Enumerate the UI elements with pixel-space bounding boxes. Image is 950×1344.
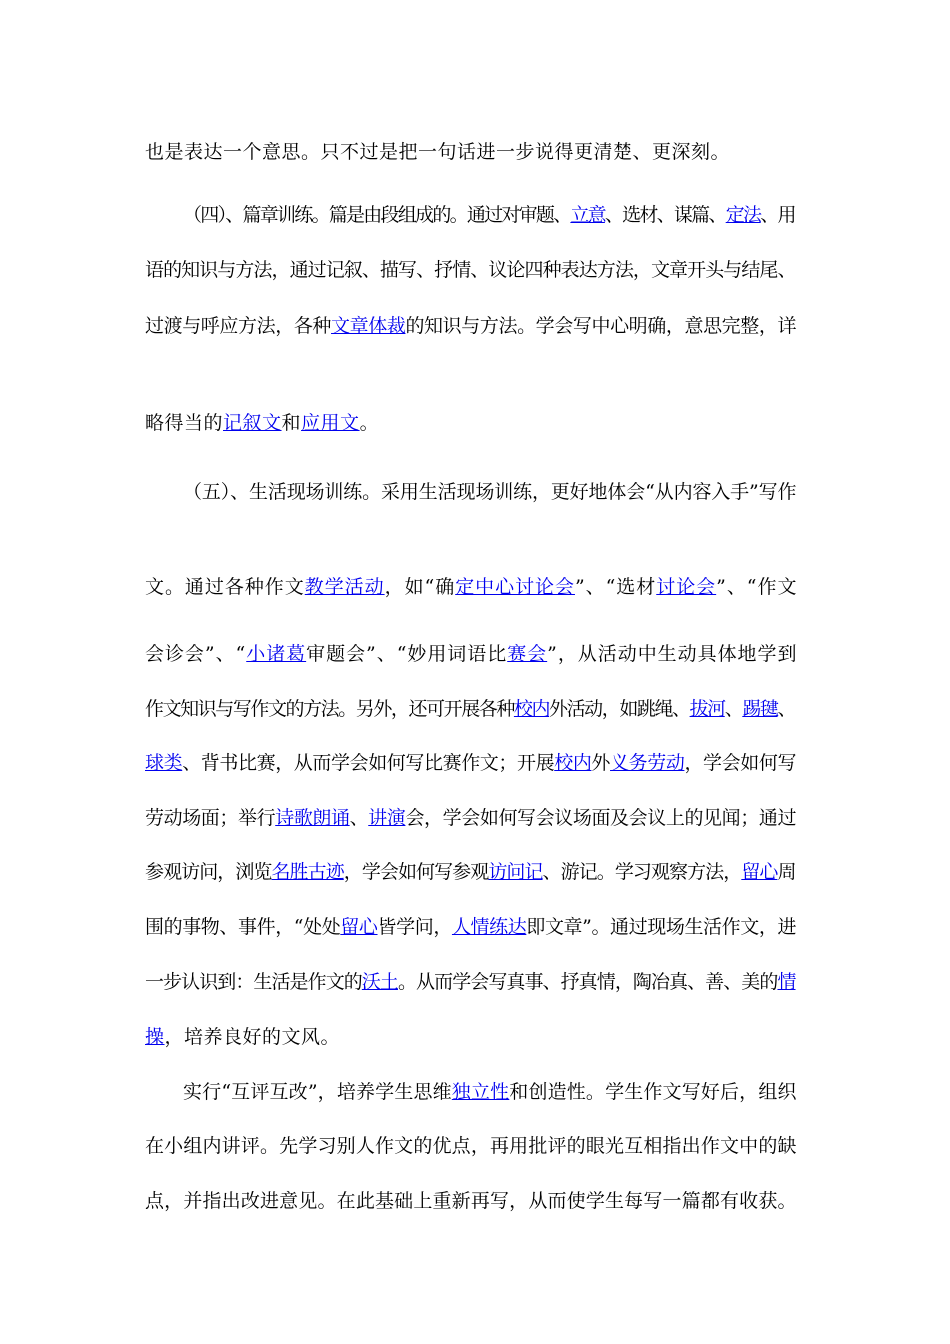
term-link[interactable]: 定中心讨论会	[455, 576, 575, 598]
term-link[interactable]: 义务劳动	[610, 752, 685, 774]
text-span: 劳动场面；举行	[145, 807, 276, 829]
term-link[interactable]: 定法	[725, 204, 761, 226]
text-span: 周	[777, 861, 796, 883]
text-span: 的知识与方法。学会写中心明确，意思完整，详	[405, 315, 797, 337]
text-span: 过渡与呼应方法，各种	[145, 315, 332, 337]
term-link[interactable]: 讨论会	[656, 576, 717, 598]
text-span: 、用	[760, 204, 795, 226]
term-link[interactable]: 赛会	[507, 643, 548, 665]
text-span: 、	[724, 698, 743, 720]
text-span: 、	[777, 698, 796, 720]
term-link[interactable]: 校内	[554, 752, 592, 774]
term-link[interactable]: 校内	[513, 698, 550, 720]
text-line	[183, 480, 796, 504]
term-link[interactable]: 独立性	[451, 1081, 510, 1103]
text-span: 会诊会”、“	[145, 643, 247, 665]
term-link[interactable]: 沃土	[361, 971, 398, 993]
text-line	[145, 806, 796, 830]
text-span: ”，从活动中生动具体地学到	[547, 643, 798, 665]
text-span: 、背书比赛，从而学会如何写比赛作文；开展	[182, 752, 555, 774]
term-link[interactable]: 拔河	[689, 698, 725, 720]
term-link[interactable]: 操	[145, 1026, 165, 1048]
text-span: 也是表达一个意思。只不过是把一句话进一步说得更清楚、更深刻。	[145, 141, 731, 163]
text-span: 外	[591, 752, 611, 774]
text-span: ，学会如何写参观	[343, 861, 489, 883]
text-span: 在小组内讲评。先学习别人作文的优点，再用批评的眼光互相指出作文中的缺	[145, 1135, 797, 1157]
text-span: 语的知识与方法，通过记叙、描写、抒情、议论四种表达方法，文章开头与结尾、	[145, 259, 796, 281]
text-span: 、游记。学习观察方法，	[542, 861, 742, 883]
text-line	[145, 970, 796, 994]
text-span: 实行“互评互改”，培养学生思维	[183, 1081, 452, 1103]
text-line	[145, 1025, 340, 1049]
text-line	[145, 314, 796, 338]
text-span: 作文知识与写作文的方法。另外，还可开展各种	[145, 698, 514, 720]
text-span: ”、“选材	[574, 576, 657, 598]
text-span: 即文章”。通过现场生活作文，进	[526, 916, 797, 938]
text-span: 和创造性。学生作文写好后，组织	[509, 1081, 797, 1103]
text-line	[145, 697, 795, 721]
text-line	[183, 203, 795, 227]
text-span: 参观访问，浏览	[145, 861, 272, 883]
text-line	[145, 860, 796, 884]
text-span: 点，并指出改进意见。在此基础上重新再写，从而使学生每写一篇都有收获。	[145, 1190, 797, 1212]
text-span: 。	[359, 412, 380, 434]
text-span: 、	[349, 807, 369, 829]
text-span: 文。通过各种作文	[145, 576, 305, 598]
text-line	[145, 642, 797, 666]
text-span: 围的事物、事件，“处处	[145, 916, 341, 938]
term-link[interactable]: 立意	[570, 204, 605, 226]
term-link[interactable]: 球类	[145, 752, 183, 774]
text-line	[145, 258, 796, 282]
term-link[interactable]: 留心	[741, 861, 778, 883]
text-line	[145, 411, 379, 435]
term-link[interactable]: 留心	[340, 916, 378, 938]
text-span: ，学会如何写	[684, 752, 797, 774]
text-span: （四）、篇章训练。篇是由段组成的。通过对审题、	[183, 204, 571, 226]
term-link[interactable]: 讲演	[368, 807, 406, 829]
text-line	[145, 575, 797, 599]
text-span: 、选材、谋篇、	[604, 204, 726, 226]
term-link[interactable]: 踢毽	[742, 698, 778, 720]
text-line	[145, 915, 796, 939]
text-span: 和	[281, 412, 302, 434]
text-span: （五）、生活现场训练。采用生活现场训练，更好地体会“从内容入手”写作	[183, 481, 797, 503]
term-link[interactable]: 访问记	[488, 861, 543, 883]
term-link[interactable]: 小诸葛	[246, 643, 307, 665]
term-link[interactable]: 名胜古迹	[271, 861, 344, 883]
text-span: ，培养良好的文风。	[164, 1026, 341, 1048]
term-link[interactable]: 教学活动	[304, 576, 385, 598]
text-span: 略得当的	[145, 412, 224, 434]
term-link[interactable]: 应用文	[301, 412, 360, 434]
text-span: 。从而学会写真事、抒真情，陶冶真、善、美的	[397, 971, 778, 993]
term-link[interactable]: 记叙文	[223, 412, 282, 434]
term-link[interactable]: 情	[777, 971, 796, 993]
text-span: 皆学问，	[377, 916, 452, 938]
text-span: 外活动，如跳绳、	[549, 698, 690, 720]
text-span: 一步认识到：生活是作文的	[145, 971, 362, 993]
term-link[interactable]: 诗歌朗诵	[275, 807, 350, 829]
text-span: 会，学会如何写会议场面及会议上的见闻；通过	[405, 807, 797, 829]
text-line	[145, 1134, 797, 1158]
text-span: 审题会”、“妙用词语比	[306, 643, 508, 665]
text-line	[145, 140, 730, 164]
text-span: ，如“确	[384, 576, 456, 598]
term-link[interactable]: 人情练达	[451, 916, 527, 938]
text-line	[145, 751, 796, 775]
text-line	[145, 1189, 797, 1213]
text-line	[183, 1080, 797, 1104]
text-span: ”、“作文	[716, 576, 798, 598]
term-link[interactable]: 文章体裁	[331, 315, 406, 337]
